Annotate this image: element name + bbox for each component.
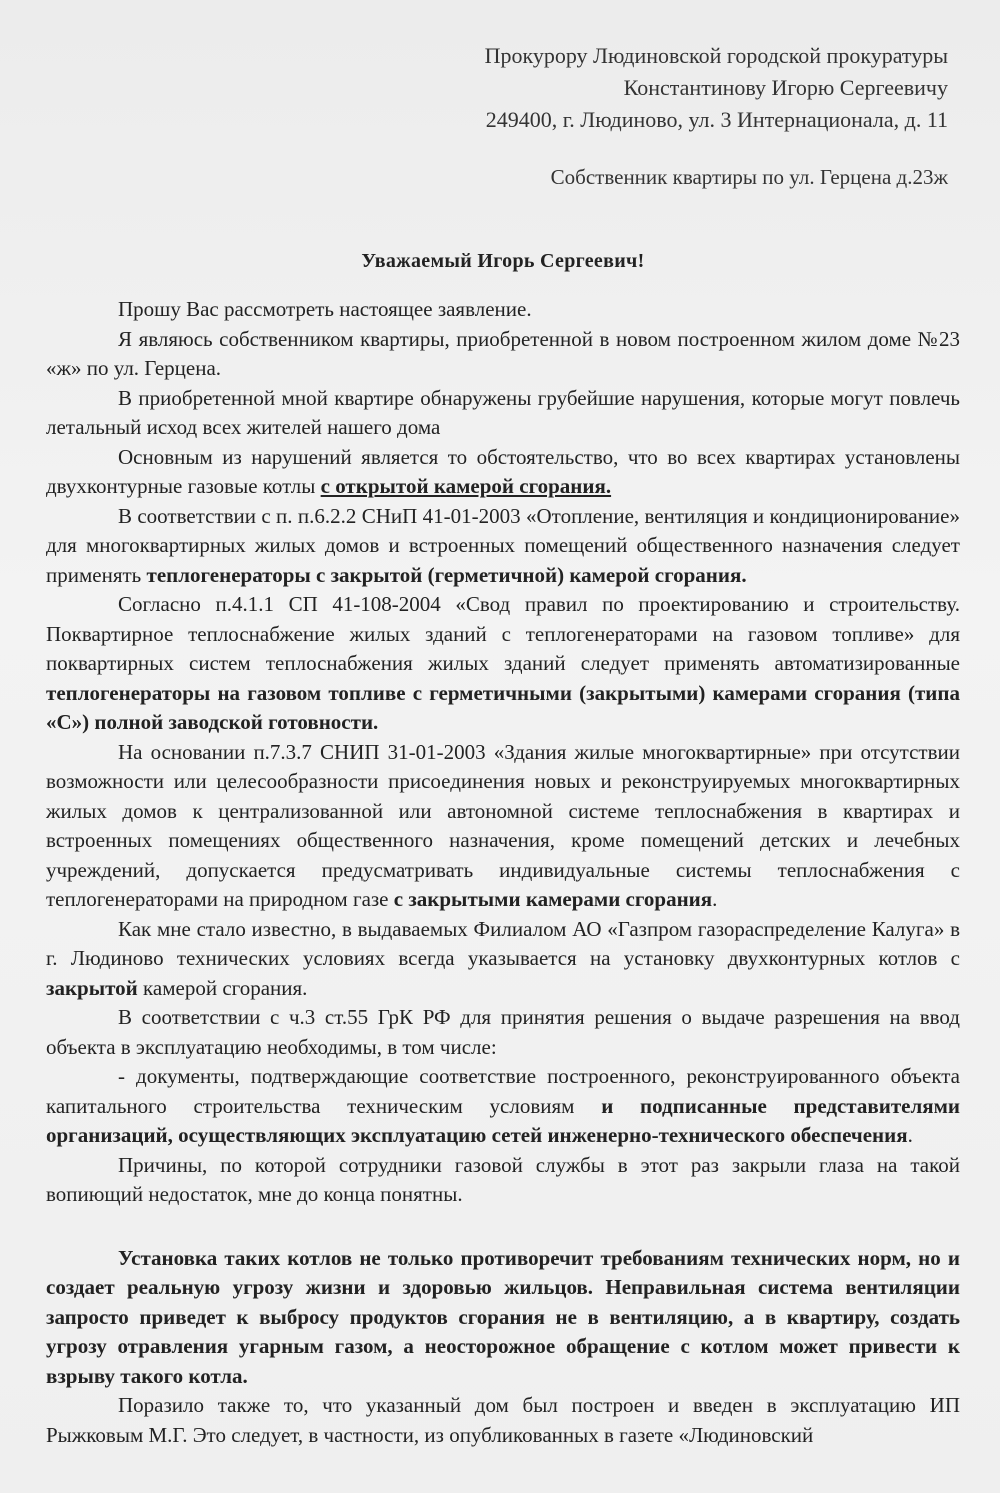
addressee-line-2: Константинову Игорю Сергеевичу: [623, 75, 948, 100]
paragraph-6-emphasis: теплогенераторы на газовом топливе с герметичными (закрытыми) камерами сгорания (типа «С») полной заводской готовности.: [46, 680, 960, 734]
addressee-block: [46, 40, 960, 136]
paragraph-8-text: Как мне стало известно, в выдаваемых Филиалом АО «Газпром газораспределение Калуга» в г. Людиново технических условиях всегда указывается на установку двухконтурных котлов с: [46, 916, 960, 970]
paragraph-5-emphasis: теплогенераторы с закрытой (герметичной) камерой сгорания.: [146, 562, 747, 587]
paragraph-4-text: Основным из нарушений является то обстоятельство, что во всех квартирах установлены двухконтурные газовые котлы: [46, 444, 960, 498]
paragraph-9: В соответствии с ч.3 ст.55 ГрК РФ для принятия решения о выдаче разрешения на ввод объекта в эксплуатацию необходимы, в том числе:: [46, 1005, 960, 1059]
paragraph-12: Поразило также то, что указанный дом был построен и введен в эксплуатацию ИП Рыжковым М.Г. Это следует, в частности, из опубликованных в газете «Людиновский: [46, 1393, 960, 1447]
paragraph-7-text: На основании п.7.3.7 СНИП 31-01-2003 «Здания жилые многоквартирные» при отсутствии возможности или целесообразности присоединения новых и реконструируемых многоквартирных жилых домов к централизованной или автономной системе теплоснабжения в квартирах и встроенных помещениях общественного назначения, кроме помещений детских и лечебных учреждений, допускается предусматривать индивидуальные системы теплоснабжения с теплогенераторами на природном газе: [46, 739, 960, 911]
paragraph-7-end: .: [712, 887, 718, 911]
paragraph-2: Я являюсь собственником квартиры, приобретенной в новом построенном жилом доме №23 «ж» по ул. Герцена.: [46, 326, 960, 380]
paragraph-8: [46, 915, 960, 1004]
paragraph-5-text: В соответствии с п. п.6.2.2 СНиП 41-01-2003 «Отопление, вентиляция и кондиционирование» для многоквартирных жилых домов и встроенных помещений общественного назначения следует применять: [46, 503, 960, 587]
paragraph-10: [46, 1062, 960, 1151]
addressee-line-3: 249400, г. Людиново, ул. 3 Интернационала, д. 11: [485, 107, 948, 132]
paragraph-1: Прошу Вас рассмотреть настоящее заявление.: [118, 297, 532, 321]
paragraph-7-emphasis: с закрытыми камерами сгорания: [393, 887, 713, 911]
paragraph-8-end: камерой сгорания.: [137, 975, 308, 1000]
paragraph-10-text: - документы, подтверждающие соответствие построенного, реконструированного объекта капитального строительства техническим условиям: [46, 1064, 960, 1118]
paragraph-10-emphasis: и подписанные представителями организаций, осуществляющих эксплуатацию сетей инженерно-технического обеспечения: [46, 1093, 961, 1147]
paragraph-4-emphasis: с открытой камерой сгорания.: [320, 474, 612, 498]
warning-block: [46, 1244, 960, 1392]
paragraph-3: В приобретенной мной квартире обнаружены грубейшие нарушения, которые могут повлечь летальный исход всех жителей нашего дома: [46, 385, 960, 439]
paragraph-10-end: .: [907, 1123, 913, 1147]
paragraph-8-emphasis: закрытой: [46, 975, 138, 1000]
addressee-line-1: Прокурору Людиновской городской прокуратуры: [484, 43, 948, 68]
greeting: Уважаемый Игорь Сергеевич!: [361, 250, 645, 272]
paragraph-4: [46, 443, 960, 502]
owner-line: Собственник квартиры по ул. Герцена д.23ж: [550, 165, 948, 189]
paragraph-6-text: Согласно п.4.1.1 СП 41-108-2004 «Свод правил по проектированию и строительству. Поквартирное теплоснабжение жилых зданий с теплогенераторами на газовом топливе» для поквартирных систем теплоснабжения жилых зданий следует применять автоматизированные: [46, 592, 960, 675]
letter-body: [46, 295, 960, 1450]
paragraph-5: [46, 502, 960, 591]
warning-paragraph: Установка таких котлов не только противоречит требованиям технических норм, но и создает реальную угрозу жизни и здоровью жильцов. Неправильная система вентиляции запросто приведет к выбросу продуктов сгорания не в вентиляцию, а в квартиру, создать угрозу отравления угарным газом, а неосторожное обращение с котлом может привести к взрыву такого котла.: [46, 1245, 960, 1388]
paragraph-11: Причины, по которой сотрудники газовой службы в этот раз закрыли глаза на такой вопиющий недостаток, мне до конца понятны.: [46, 1152, 960, 1206]
paragraph-7: [46, 738, 960, 915]
paragraph-6: [46, 590, 960, 738]
